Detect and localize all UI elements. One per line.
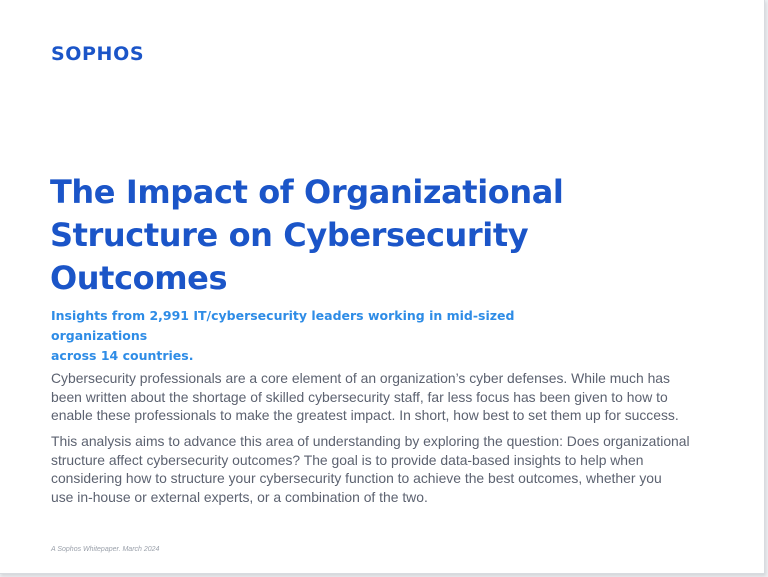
paragraph-line: Cybersecurity professionals are a core element of an organization’s cyber defenses. While much has <box>51 370 670 386</box>
title-line: Outcomes <box>50 259 228 297</box>
paragraph-line: structure affect cybersecurity outcomes? The goal is to provide data-based insights to help when <box>51 451 644 468</box>
title-line: Structure on Cybersecurity <box>50 216 529 254</box>
title-line: The Impact of Organizational <box>50 173 564 211</box>
subtitle-line: across 14 countries. <box>51 348 194 363</box>
paragraph-line: use in-house or external experts, or a combination of the two. <box>51 489 428 506</box>
subtitle-line: Insights from 2,991 IT/cybersecurity leaders working in mid-sized organizations <box>51 308 515 343</box>
paragraph-line: This analysis aims to advance this area of understanding by exploring the question: Does organizational <box>51 433 690 449</box>
paragraph-line: been written about the shortage of skilled cybersecurity staff, far less focus has been given to how to <box>51 388 668 405</box>
document-title <box>50 171 650 300</box>
paragraph-line: enable these professionals to make the greatest impact. In short, how best to set them up for success. <box>51 407 679 424</box>
sophos-logo: SOPHOS <box>51 43 145 65</box>
analysis-paragraph <box>51 432 711 507</box>
document-subtitle <box>51 306 611 366</box>
intro-paragraph <box>51 369 711 425</box>
paragraph-line: considering how to structure your cybersecurity function to achieve the best outcomes, whether you <box>51 470 662 487</box>
footer-note: A Sophos Whitepaper. March 2024 <box>51 546 160 553</box>
